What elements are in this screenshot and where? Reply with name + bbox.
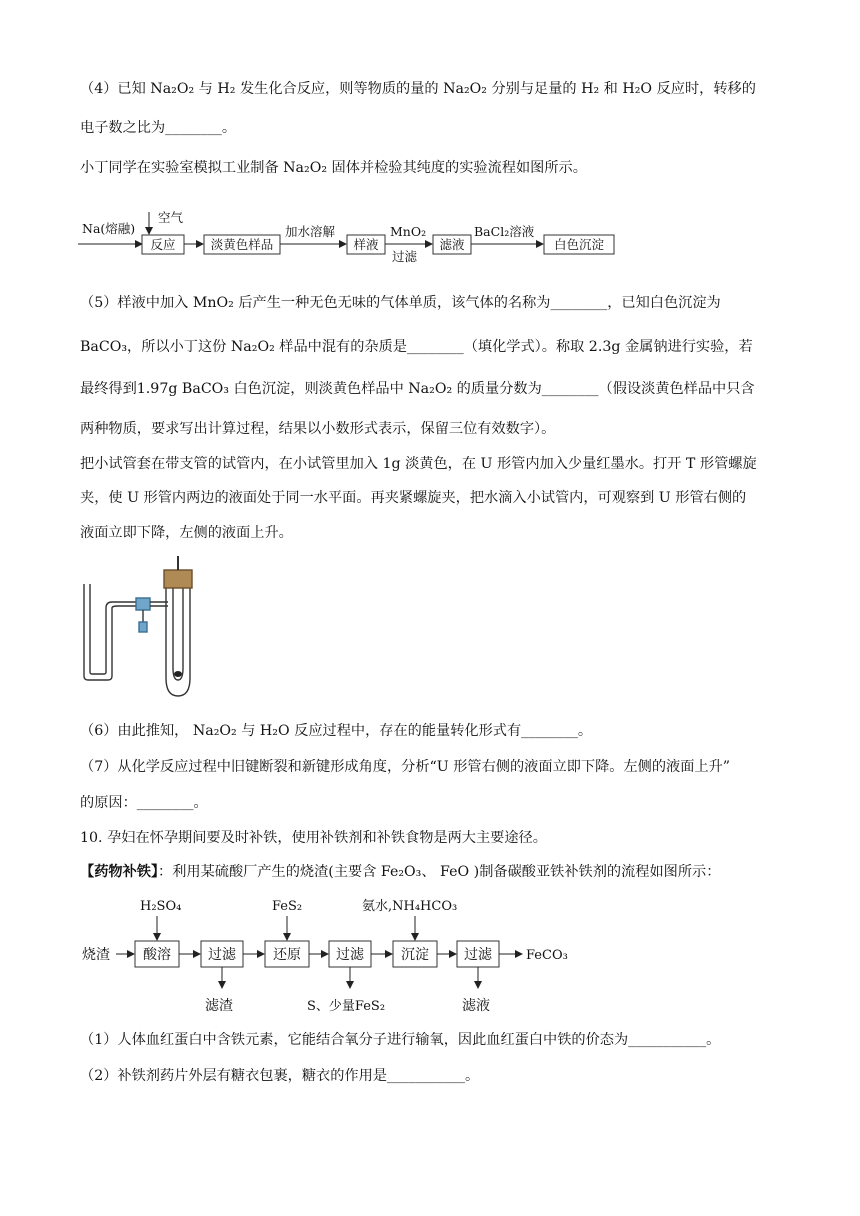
question-5-line-2: BaCO₃，所以小丁这份 Na₂O₂ 样品中混有的杂质是________（填化学式）。称取 2.3g 金属钠进行实验，若 — [80, 339, 753, 355]
drug-supplement-heading: 【药物补铁】 — [80, 864, 159, 880]
u-tube-apparatus-figure — [78, 556, 218, 701]
flow-intro-text: 小丁同学在实验室模拟工业制备 Na₂O₂ 固体并检验其纯度的实验流程如图所示。 — [80, 160, 587, 176]
flow1-dissolve-label: 加水溶解 — [285, 224, 336, 239]
flow2-input-fes2: FeS₂ — [272, 899, 303, 914]
flow2-input-ammonia: 氨水,NH₄HCO₃ — [362, 899, 458, 914]
flow1-box-solution-label: 样液 — [353, 237, 379, 252]
flow2-box-filter-2-label: 过滤 — [336, 947, 364, 963]
flow1-box-precipitate-label: 白色沉淀 — [553, 237, 605, 252]
flow2-box-acid-label: 酸溶 — [143, 947, 171, 963]
question-5-line-1: （5）样液中加入 MnO₂ 后产生一种无色无味的气体单质，该气体的名称为________，已知白色沉淀为 — [80, 295, 721, 311]
question-4-line-1: （4）已知 Na₂O₂ 与 H₂ 发生化合反应，则等物质的量的 Na₂O₂ 分别与足量的 H₂ 和 H₂O 反应时，转移的 — [80, 81, 756, 97]
flow1-box-filtrate-label: 滤液 — [439, 237, 465, 252]
flow2-box-precipitate-label: 沉淀 — [401, 947, 429, 963]
na2o2-flow-diagram — [78, 206, 638, 264]
flow1-box-sample-label: 淡黄色样品 — [210, 237, 274, 252]
flow2-output-residue: 滤渣 — [205, 998, 233, 1014]
feco3-flow-diagram — [78, 890, 598, 1020]
part-1-question: （1）人体血红蛋白中含铁元素，它能结合氧分子进行输氧，因此血红蛋白中铁的价态为___________。 — [80, 1032, 721, 1048]
question-6-line: （6）由此推知， Na₂O₂ 与 H₂O 反应过程中，存在的能量转化形式有________。 — [80, 723, 593, 739]
question-5-line-3: 最终得到1.97g BaCO₃ 白色沉淀，则淡黄色样品中 Na₂O₂ 的质量分数为________（假设淡黄色样品中只含 — [80, 381, 755, 397]
flow1-filter-label: 过滤 — [392, 249, 418, 264]
flow1-bacl2-label: BaCl₂溶液 — [474, 224, 535, 239]
flow2-start-label: 烧渣 — [82, 947, 110, 963]
experiment-text-line-1: 把小试管套在带支管的试管内，在小试管里加入 1g 淡黄色，在 U 形管内加入少量红墨水。打开 T 形管螺旋 — [80, 456, 757, 472]
flow2-end-label: FeCO₃ — [526, 948, 568, 963]
question-7-line-1: （7）从化学反应过程中旧键断裂和新键形成角度，分析“U 形管右侧的液面立即下降。左侧的液面上升” — [80, 759, 731, 775]
flow2-box-filter-1-label: 过滤 — [208, 947, 236, 963]
drug-supplement-line — [80, 862, 780, 882]
experiment-text-line-2: 夹，使 U 形管内两边的液面处于同一水平面。再夹紧螺旋夹，把水滴入小试管内，可观察到 U 形管右侧的 — [80, 490, 747, 506]
flow1-mno2-label: MnO₂ — [390, 224, 427, 239]
drug-supplement-text: ：利用某硫酸厂产生的烧渣(主要含 Fe₂O₃、 FeO )制备碳酸亚铁补铁剂的流程如图所示： — [158, 864, 721, 880]
flow1-box-reaction-label: 反应 — [150, 237, 176, 252]
flow2-input-h2so4: H₂SO₄ — [140, 899, 182, 914]
flow2-box-reduce-label: 还原 — [273, 947, 301, 963]
question-5-line-4: 两种物质，要求写出计算过程，结果以小数形式表示，保留三位有效数字）。 — [80, 421, 556, 437]
part-2-question: （2）补铁剂药片外层有糖衣包裹，糖衣的作用是___________。 — [80, 1068, 480, 1084]
question-10-line: 10. 孕妇在怀孕期间要及时补铁，使用补铁剂和补铁食物是两大主要途径。 — [80, 830, 547, 846]
question-4-line-2: 电子数之比为________。 — [80, 120, 237, 136]
flow2-box-filter-3-label: 过滤 — [464, 947, 492, 963]
flow1-air-label: 空气 — [158, 210, 184, 225]
flow1-start-label: Na(熔融) — [82, 221, 136, 236]
experiment-text-line-3: 液面立即下降，左侧的液面上升。 — [80, 525, 293, 541]
sample-powder — [174, 671, 182, 677]
flow2-output-sulfur: S、少量FeS₂ — [307, 999, 386, 1014]
question-7-line-2: 的原因：________。 — [80, 795, 208, 811]
flow2-output-filtrate: 滤液 — [462, 998, 490, 1014]
